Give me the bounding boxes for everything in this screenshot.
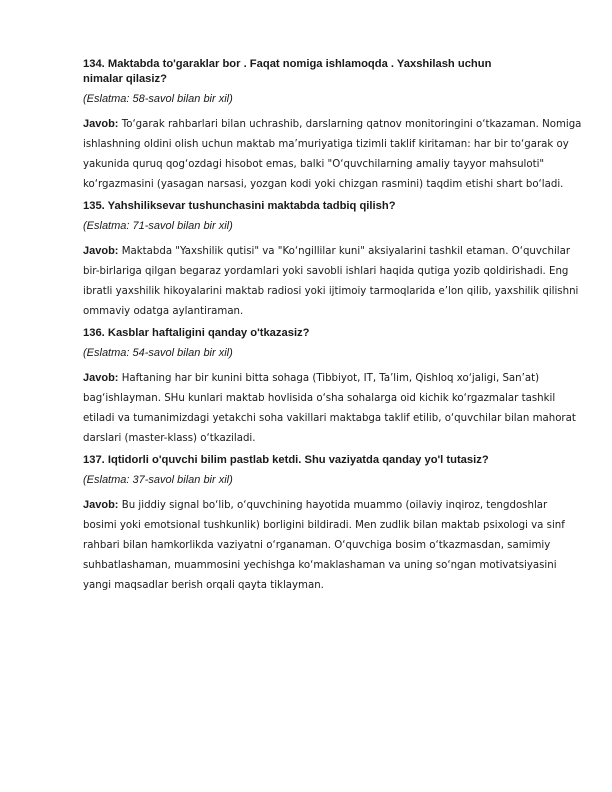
answer-paragraph — [83, 368, 583, 449]
answer-label: Javob: — [83, 118, 119, 130]
answer-label: Javob: — [83, 245, 119, 257]
answer-paragraph — [83, 495, 583, 596]
qa-block-134 — [83, 57, 594, 195]
qa-block-135 — [83, 199, 594, 322]
question-heading: 136. Kasblar haftaligini qanday o'tkazasiz? — [83, 327, 310, 339]
answer-text: Bu jiddiy signal bo‘lib, o‘quvchining hayotida muammo (oilaviy inqiroz, tengdoshlar bosimi yoki emotsional tushkunlik) borligini bildiradi. Men zudlik bilan maktab psixologi va sinf rahbari bilan hamkorlikda vaziyatni o‘rganaman. O‘quvchiga bosim o‘tkazmasdan, samimiy suhbatlashaman, muammosini yechishga ko‘maklashaman va uning so‘ngan motivatsiyasini yangi maqsadlar berish orqali qayta tiklayman. — [83, 500, 565, 591]
answer-label: Javob: — [83, 372, 119, 384]
qa-block-137 — [83, 453, 594, 596]
question-heading: 137. Iqtidorli o'quvchi bilim pastlab ketdi. Shu vaziyatda qanday yo'l tutasiz? — [83, 454, 489, 466]
question-heading: 134. Maktabda to'garaklar bor . Faqat nomiga ishlamoqda . Yaxshilash uchun nimalar qilasiz? — [83, 58, 492, 85]
answer-text: Haftaning har bir kunini bitta sohaga (Tibbiyot, IT, Ta’lim, Qishloq xo‘jaligi, San’at) bag‘ishlayman. SHu kunlari maktab hovlisida o‘sha sohalarga oid kichik ko‘rgazmalar tashkil etiladi va tumanimizdagi yetakchi soha vakillari maktabga taklif etilib, o‘quvchilar bilan mahorat darslari (master-klass) o‘tkaziladi. — [83, 373, 576, 444]
note-text: (Eslatma: 37-savol bilan bir xil) — [83, 474, 233, 486]
answer-paragraph — [83, 241, 583, 322]
answer-text: To‘garak rahbarlari bilan uchrashib, darslarning qatnov monitoringini o‘tkazaman. Nomiga ishlashning oldini olish uchun maktab ma’muriyatiga tizimli taklif kiritaman: har bir to‘garak oy yakunida quruq qog‘ozdagi hisobot emas, balki "O‘quvchilarning amaliy tayyor mahsuloti" ko‘rgazmasini (yasagan narsasi, yozgan kodi yoki chizgan rasmini) taqdim etishi shart bo‘ladi. — [83, 119, 582, 190]
answer-label: Javob: — [83, 499, 119, 511]
note-text: (Eslatma: 54-savol bilan bir xil) — [83, 347, 233, 359]
answer-paragraph — [83, 114, 595, 195]
note-text: (Eslatma: 71-savol bilan bir xil) — [83, 220, 233, 232]
answer-text: Maktabda "Yaxshilik qutisi" va "Ko‘ngillilar kuni" aksiyalarini tashkil etaman. O‘quvchilar bir-birlariga qilgan begaraz yordamlari yoki savobli ishlari haqida qutiga yozib qoldirishadi. Eng ibratli yaxshilik hikoyalarini maktab radiosi yoki ijtimoiy tarmoqlarida e’lon qilib, yaxshilik qilishni ommaviy odatga aylantiraman. — [83, 246, 579, 317]
question-heading: 135. Yahshiliksevar tushunchasini maktabda tadbiq qilish? — [83, 200, 396, 212]
qa-block-136 — [83, 326, 594, 449]
note-text: (Eslatma: 58-savol bilan bir xil) — [83, 93, 233, 105]
